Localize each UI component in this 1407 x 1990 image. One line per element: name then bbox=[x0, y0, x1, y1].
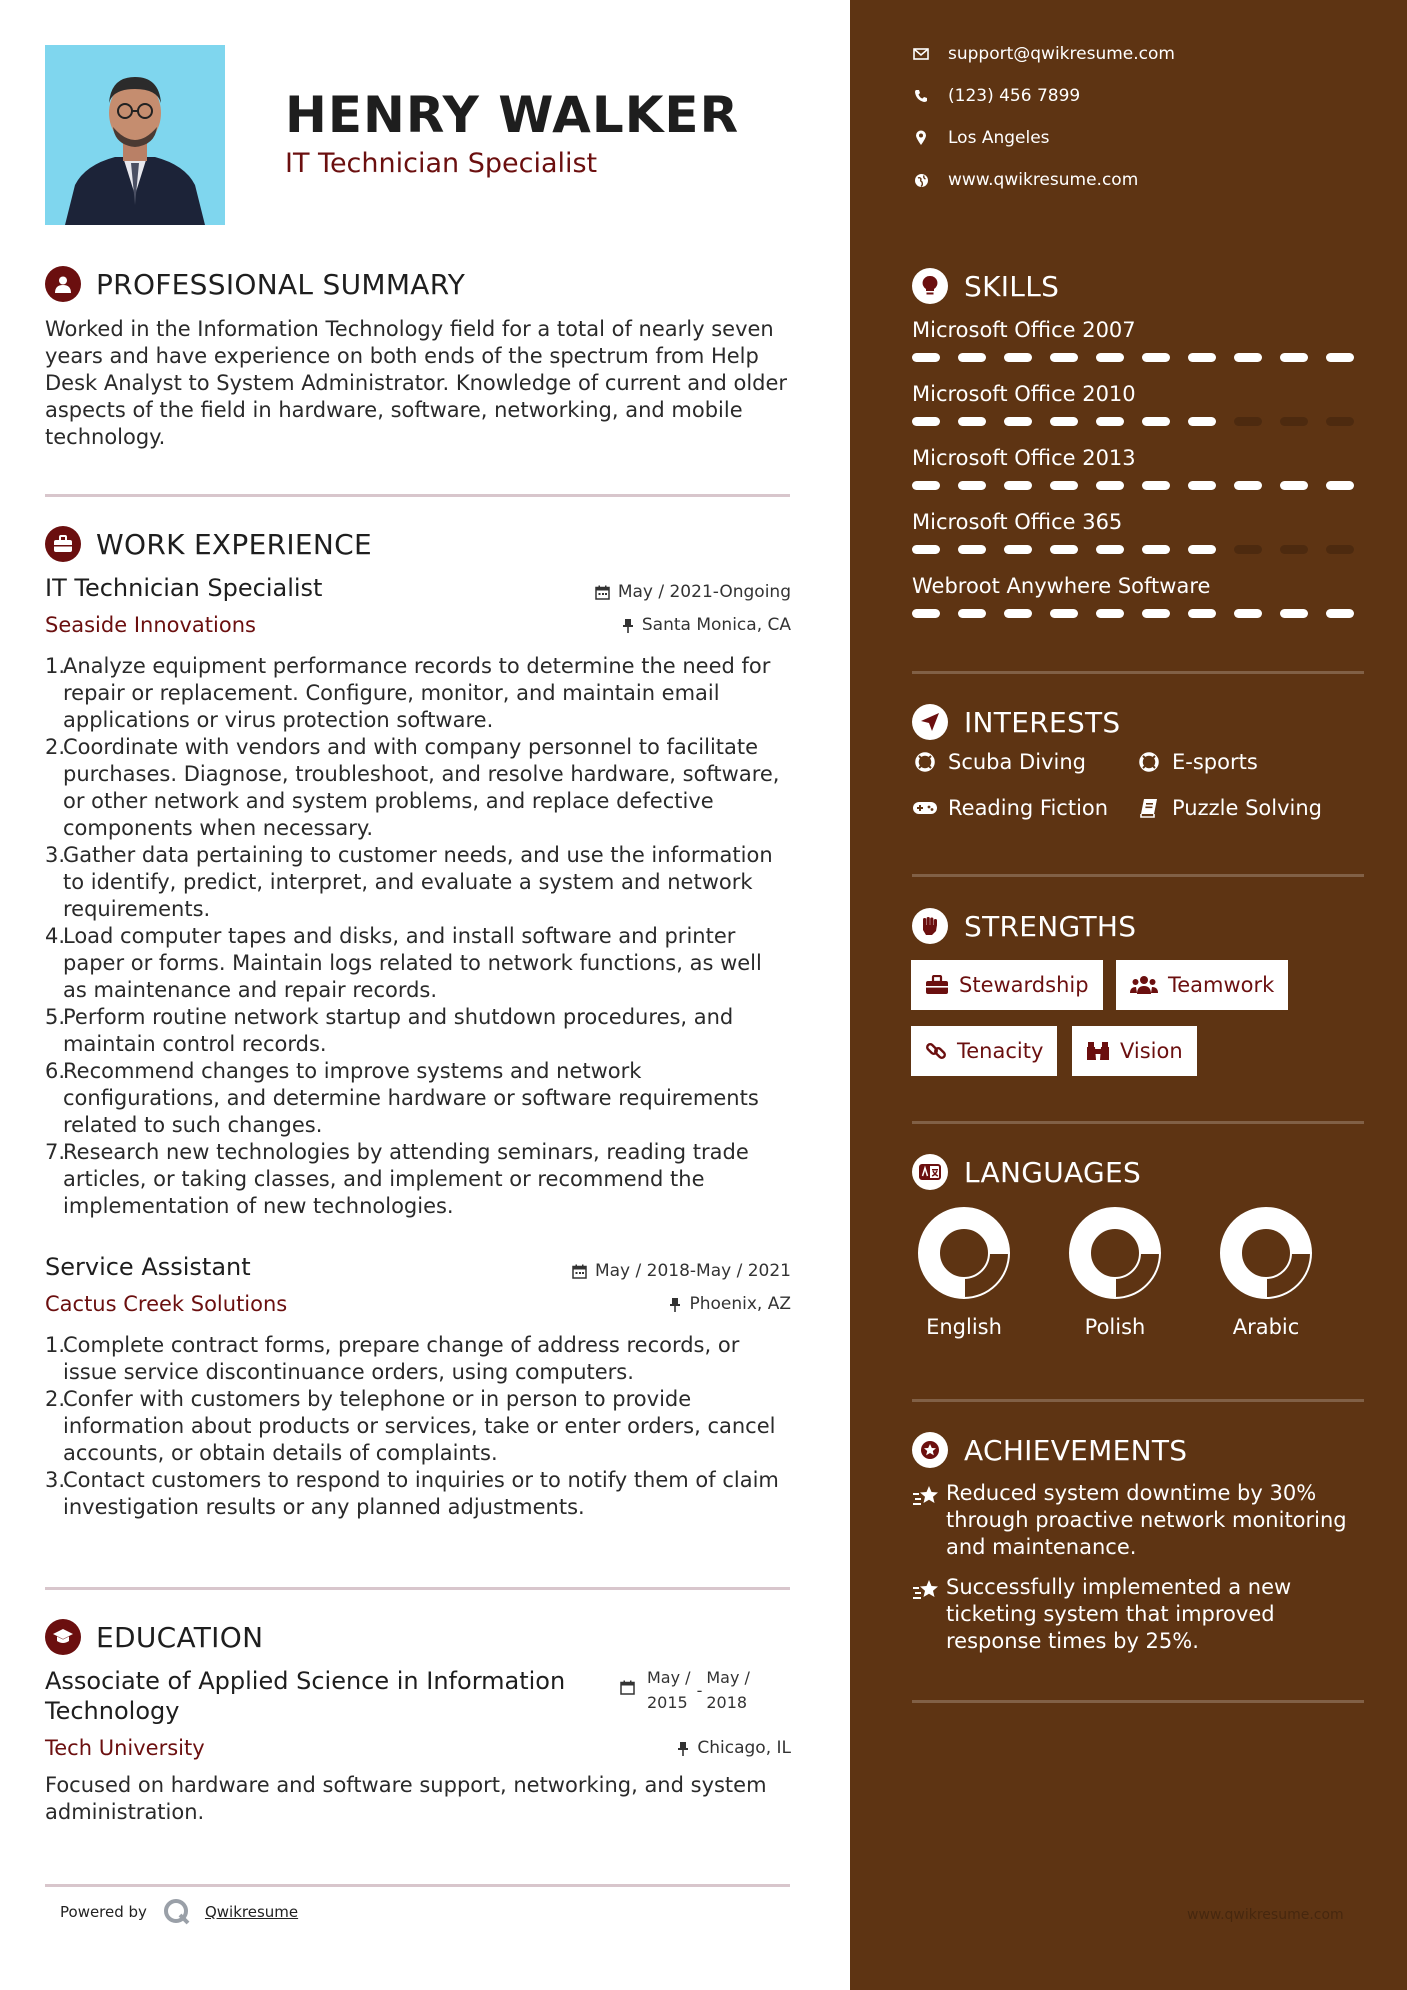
interest-label: Scuba Diving bbox=[948, 750, 1086, 774]
interests-title: INTERESTS bbox=[964, 705, 1121, 739]
divider bbox=[45, 1587, 790, 1590]
skill-level-segment bbox=[958, 481, 986, 490]
skill-name: Microsoft Office 2007 bbox=[912, 318, 1136, 342]
binoculars-icon bbox=[1086, 1041, 1110, 1061]
job-company: Cactus Creek Solutions bbox=[45, 1292, 288, 1316]
watermark: www.qwikresume.com bbox=[1187, 1907, 1344, 1923]
education-school: Tech University bbox=[45, 1736, 205, 1760]
skill-name: Microsoft Office 2010 bbox=[912, 382, 1136, 406]
strengths-heading bbox=[912, 908, 1136, 944]
strength-label: Vision bbox=[1120, 1039, 1183, 1063]
job-location-text: Phoenix, AZ bbox=[689, 1294, 791, 1314]
skill-level-segment bbox=[912, 417, 940, 426]
achievements-title: ACHIEVEMENTS bbox=[964, 1433, 1188, 1467]
life-ring-icon bbox=[912, 752, 938, 772]
footer bbox=[60, 1898, 298, 1926]
skill-level-segment bbox=[1142, 609, 1170, 618]
skill-level-segment bbox=[958, 417, 986, 426]
skill-level-segment bbox=[912, 545, 940, 554]
skill-level-segment bbox=[1326, 353, 1354, 362]
list-item: 1. Analyze equipment performance records to determine the need for repair or replacement. Configure, monitor, and maintain email applications or virus protection software. bbox=[45, 654, 771, 732]
job-duties-list bbox=[45, 1332, 790, 1521]
skill-level-segment bbox=[958, 609, 986, 618]
languages-title: LANGUAGES bbox=[964, 1155, 1142, 1189]
pin-icon bbox=[677, 1741, 689, 1756]
briefcase-icon bbox=[45, 526, 81, 562]
skill-level-segment bbox=[1280, 353, 1308, 362]
language-name: Polish bbox=[1084, 1315, 1146, 1339]
achievement-text: Successfully implemented a new ticketing system that improved response times by 25%. bbox=[946, 1575, 1292, 1653]
language-name: Arabic bbox=[1232, 1315, 1300, 1339]
skill-level-segment bbox=[1280, 481, 1308, 490]
skill-level-segment bbox=[1234, 417, 1262, 426]
skills-heading bbox=[912, 268, 1059, 304]
interest-item bbox=[1136, 796, 1322, 820]
skill-level-segment bbox=[1188, 353, 1216, 362]
skill-name: Microsoft Office 2013 bbox=[912, 446, 1136, 470]
job-duties-list bbox=[45, 653, 790, 1220]
education-location-text: Chicago, IL bbox=[697, 1738, 791, 1758]
strength-label: Teamwork bbox=[1168, 973, 1275, 997]
contact-email[interactable] bbox=[912, 44, 1175, 64]
work-heading bbox=[45, 526, 372, 562]
qwikresume-link[interactable]: Qwikresume bbox=[204, 1903, 299, 1921]
skill-level-segment bbox=[1004, 609, 1032, 618]
achievements-heading bbox=[912, 1432, 1187, 1468]
life-ring-icon bbox=[1136, 752, 1162, 772]
skill-level-segment bbox=[912, 609, 940, 618]
skill-level-segment bbox=[1326, 481, 1354, 490]
skill-level-segment bbox=[1326, 545, 1354, 554]
pin-icon bbox=[622, 618, 634, 633]
education-location bbox=[677, 1738, 791, 1758]
language-item bbox=[1060, 1205, 1170, 1339]
skill-level-segment bbox=[1234, 481, 1262, 490]
list-item: 3. Gather data pertaining to customer needs, and use the information to identify, predict, interpret, and evaluate a system and network requirements. bbox=[45, 843, 773, 921]
language-level-ring bbox=[1067, 1205, 1163, 1301]
skills-title: SKILLS bbox=[964, 269, 1060, 303]
skill-level-segment bbox=[912, 481, 940, 490]
language-item bbox=[1211, 1205, 1321, 1339]
language-item bbox=[909, 1205, 1019, 1339]
powered-by-label: Powered by bbox=[60, 1903, 147, 1921]
job-title: Service Assistant bbox=[45, 1253, 251, 1281]
job-dates bbox=[595, 582, 791, 602]
skill-level-segment bbox=[1050, 353, 1078, 362]
language-level-ring bbox=[916, 1205, 1012, 1301]
award-icon bbox=[912, 1432, 948, 1468]
achievement-text: Reduced system downtime by 30% through proactive network monitoring and maintenance. bbox=[946, 1481, 1347, 1559]
skill-level-segment bbox=[1280, 545, 1308, 554]
list-item: 5. Perform routine network startup and shutdown procedures, and maintain control records. bbox=[45, 1005, 734, 1056]
divider bbox=[45, 1884, 790, 1887]
list-item: 4. Load computer tapes and disks, and install software and printer paper or forms. Maintain logs related to network functions, as well as maintenance and repair records. bbox=[45, 924, 762, 1002]
skill-level-segment bbox=[1188, 417, 1216, 426]
calendar-icon bbox=[595, 585, 610, 600]
work-title: WORK EXPERIENCE bbox=[96, 527, 372, 561]
skill-level-segment bbox=[1280, 417, 1308, 426]
interest-label: Reading Fiction bbox=[948, 796, 1109, 820]
sidebar bbox=[850, 0, 1407, 1990]
skill-level-bar bbox=[912, 417, 1354, 426]
job-company: Seaside Innovations bbox=[45, 613, 256, 637]
list-item: 2. Confer with customers by telephone or in person to provide information about products or services, take or enter orders, cancel accounts, or obtain details of complaints. bbox=[45, 1387, 776, 1465]
users-icon bbox=[1130, 975, 1158, 995]
skill-level-segment bbox=[1234, 609, 1262, 618]
language-name: English bbox=[926, 1315, 1002, 1339]
fist-icon bbox=[912, 908, 948, 944]
skill-level-segment bbox=[1142, 545, 1170, 554]
skill-level-segment bbox=[1280, 609, 1308, 618]
skill-level-segment bbox=[1096, 609, 1124, 618]
contact-location bbox=[912, 128, 1050, 148]
skill-level-bar bbox=[912, 481, 1354, 490]
skill-level-bar bbox=[912, 545, 1354, 554]
globe-icon bbox=[912, 173, 930, 188]
interest-label: Puzzle Solving bbox=[1172, 796, 1322, 820]
skill-name: Microsoft Office 365 bbox=[912, 510, 1123, 534]
list-item: 7. Research new technologies by attending seminars, reading trade articles, or taking classes, and implement or recommend the implementation of new technologies. bbox=[45, 1140, 749, 1218]
summary-heading bbox=[45, 266, 465, 302]
divider bbox=[912, 874, 1364, 877]
paper-plane-icon bbox=[912, 704, 948, 740]
job-location-text: Santa Monica, CA bbox=[641, 615, 791, 635]
person-silhouette-icon bbox=[45, 45, 225, 225]
strength-chip bbox=[911, 1026, 1057, 1076]
map-marker-icon bbox=[912, 130, 930, 146]
skill-level-segment bbox=[1234, 545, 1262, 554]
skill-level-segment bbox=[1004, 481, 1032, 490]
candidate-role: IT Technician Specialist bbox=[285, 148, 598, 179]
strength-label: Tenacity bbox=[957, 1039, 1044, 1063]
interests-heading bbox=[912, 704, 1121, 740]
education-description: Focused on hardware and software support, networking, and system administration. bbox=[45, 1773, 767, 1824]
skill-level-segment bbox=[1050, 417, 1078, 426]
contact-website-text: www.qwikresume.com bbox=[948, 170, 1139, 190]
lightbulb-icon bbox=[912, 268, 948, 304]
contact-phone[interactable] bbox=[912, 86, 1080, 106]
list-item: 1. Complete contract forms, prepare change of address records, or issue service discontinuance orders, using computers. bbox=[45, 1333, 740, 1384]
job-title: IT Technician Specialist bbox=[45, 574, 323, 602]
skill-level-segment bbox=[1142, 417, 1170, 426]
strength-chip bbox=[911, 960, 1103, 1010]
calendar-icon bbox=[572, 1264, 587, 1279]
strength-chip bbox=[1072, 1026, 1197, 1076]
list-item: 3. Contact customers to respond to inquiries or to notify them of claim investigation results or any planned adjustments. bbox=[45, 1468, 779, 1519]
skill-level-segment bbox=[1050, 481, 1078, 490]
skill-level-segment bbox=[958, 353, 986, 362]
skill-level-segment bbox=[1050, 545, 1078, 554]
skill-level-segment bbox=[1326, 609, 1354, 618]
education-start: May / 2015 bbox=[647, 1668, 691, 1712]
qwikresume-logo-icon bbox=[163, 1898, 191, 1926]
education-heading bbox=[45, 1619, 263, 1655]
strengths-title: STRENGTHS bbox=[964, 909, 1137, 943]
strength-label: Stewardship bbox=[959, 973, 1089, 997]
date-separator: - bbox=[696, 1681, 703, 1700]
briefcase-icon bbox=[925, 975, 949, 995]
contact-phone-text: (123) 456 7899 bbox=[948, 86, 1081, 106]
contact-location-text: Los Angeles bbox=[948, 128, 1050, 148]
contact-website[interactable] bbox=[912, 170, 1138, 190]
skill-level-segment bbox=[1004, 545, 1032, 554]
skill-level-segment bbox=[1326, 417, 1354, 426]
job-location bbox=[669, 1294, 791, 1314]
divider bbox=[912, 1700, 1364, 1703]
skill-level-segment bbox=[958, 545, 986, 554]
skill-name: Webroot Anywhere Software bbox=[912, 574, 1211, 598]
skill-level-segment bbox=[1096, 545, 1124, 554]
job-dates bbox=[572, 1261, 791, 1281]
skill-level-bar bbox=[912, 609, 1354, 618]
phone-icon bbox=[912, 89, 930, 103]
interest-item bbox=[912, 750, 1086, 774]
skill-level-segment bbox=[1234, 353, 1262, 362]
shooting-star-icon bbox=[912, 1578, 946, 1655]
skill-level-segment bbox=[912, 353, 940, 362]
calendar-icon bbox=[620, 1680, 635, 1695]
list-item: 6. Recommend changes to improve systems and network configurations, and determine hardware or software requirements related to such changes. bbox=[45, 1059, 759, 1137]
summary-text: Worked in the Information Technology field for a total of nearly seven years and have experience on both ends of the spectrum from Help Desk Analyst to System Administrator. Knowledge of current and older aspects of the field in hardware, software, networking, and mobile technology. bbox=[45, 317, 788, 449]
skill-level-segment bbox=[1096, 353, 1124, 362]
skill-level-segment bbox=[1188, 545, 1216, 554]
user-icon bbox=[45, 266, 81, 302]
skill-level-segment bbox=[1004, 353, 1032, 362]
language-level-ring bbox=[1218, 1205, 1314, 1301]
divider bbox=[912, 1399, 1364, 1402]
graduation-cap-icon bbox=[45, 1619, 81, 1655]
divider bbox=[45, 494, 790, 497]
divider bbox=[912, 1121, 1364, 1124]
job-location bbox=[622, 615, 791, 635]
languages-heading bbox=[912, 1154, 1141, 1190]
skill-level-segment bbox=[1096, 481, 1124, 490]
achievement-item bbox=[912, 1480, 1372, 1561]
education-degree: Associate of Applied Science in Information Technology bbox=[45, 1667, 566, 1725]
summary-title: PROFESSIONAL SUMMARY bbox=[96, 267, 466, 301]
skill-level-segment bbox=[1142, 353, 1170, 362]
envelope-icon bbox=[912, 48, 930, 60]
link-icon bbox=[925, 1040, 947, 1062]
gamepad-icon bbox=[912, 800, 938, 816]
book-icon bbox=[1136, 798, 1162, 818]
interest-item bbox=[1136, 750, 1258, 774]
list-item: 2. Coordinate with vendors and with company personnel to facilitate purchases. Diagnose, troubleshoot, and resolve hardware, software, or other network and system problems, and replace defective components when necessary. bbox=[45, 735, 780, 840]
profile-photo bbox=[45, 45, 225, 225]
job-dates-text: May / 2021-Ongoing bbox=[617, 582, 791, 602]
education-dates bbox=[620, 1665, 750, 1715]
skill-level-bar bbox=[912, 353, 1354, 362]
shooting-star-icon bbox=[912, 1484, 946, 1561]
education-end: May / 2018 bbox=[706, 1668, 750, 1712]
education-title: EDUCATION bbox=[96, 1620, 264, 1654]
skill-level-segment bbox=[1188, 609, 1216, 618]
achievement-item bbox=[912, 1574, 1372, 1655]
skill-level-segment bbox=[1188, 481, 1216, 490]
strength-chip bbox=[1116, 960, 1288, 1010]
job-dates-text: May / 2018-May / 2021 bbox=[594, 1261, 791, 1281]
skill-level-segment bbox=[1096, 417, 1124, 426]
skill-level-segment bbox=[1142, 481, 1170, 490]
contact-email-text: support@qwikresume.com bbox=[948, 44, 1175, 64]
language-icon bbox=[912, 1154, 948, 1190]
interest-item bbox=[912, 796, 1108, 820]
skill-level-segment bbox=[1050, 609, 1078, 618]
candidate-name: HENRY WALKER bbox=[285, 86, 740, 144]
divider bbox=[912, 671, 1364, 674]
interest-label: E-sports bbox=[1172, 750, 1258, 774]
skill-level-segment bbox=[1004, 417, 1032, 426]
pin-icon bbox=[669, 1297, 681, 1312]
